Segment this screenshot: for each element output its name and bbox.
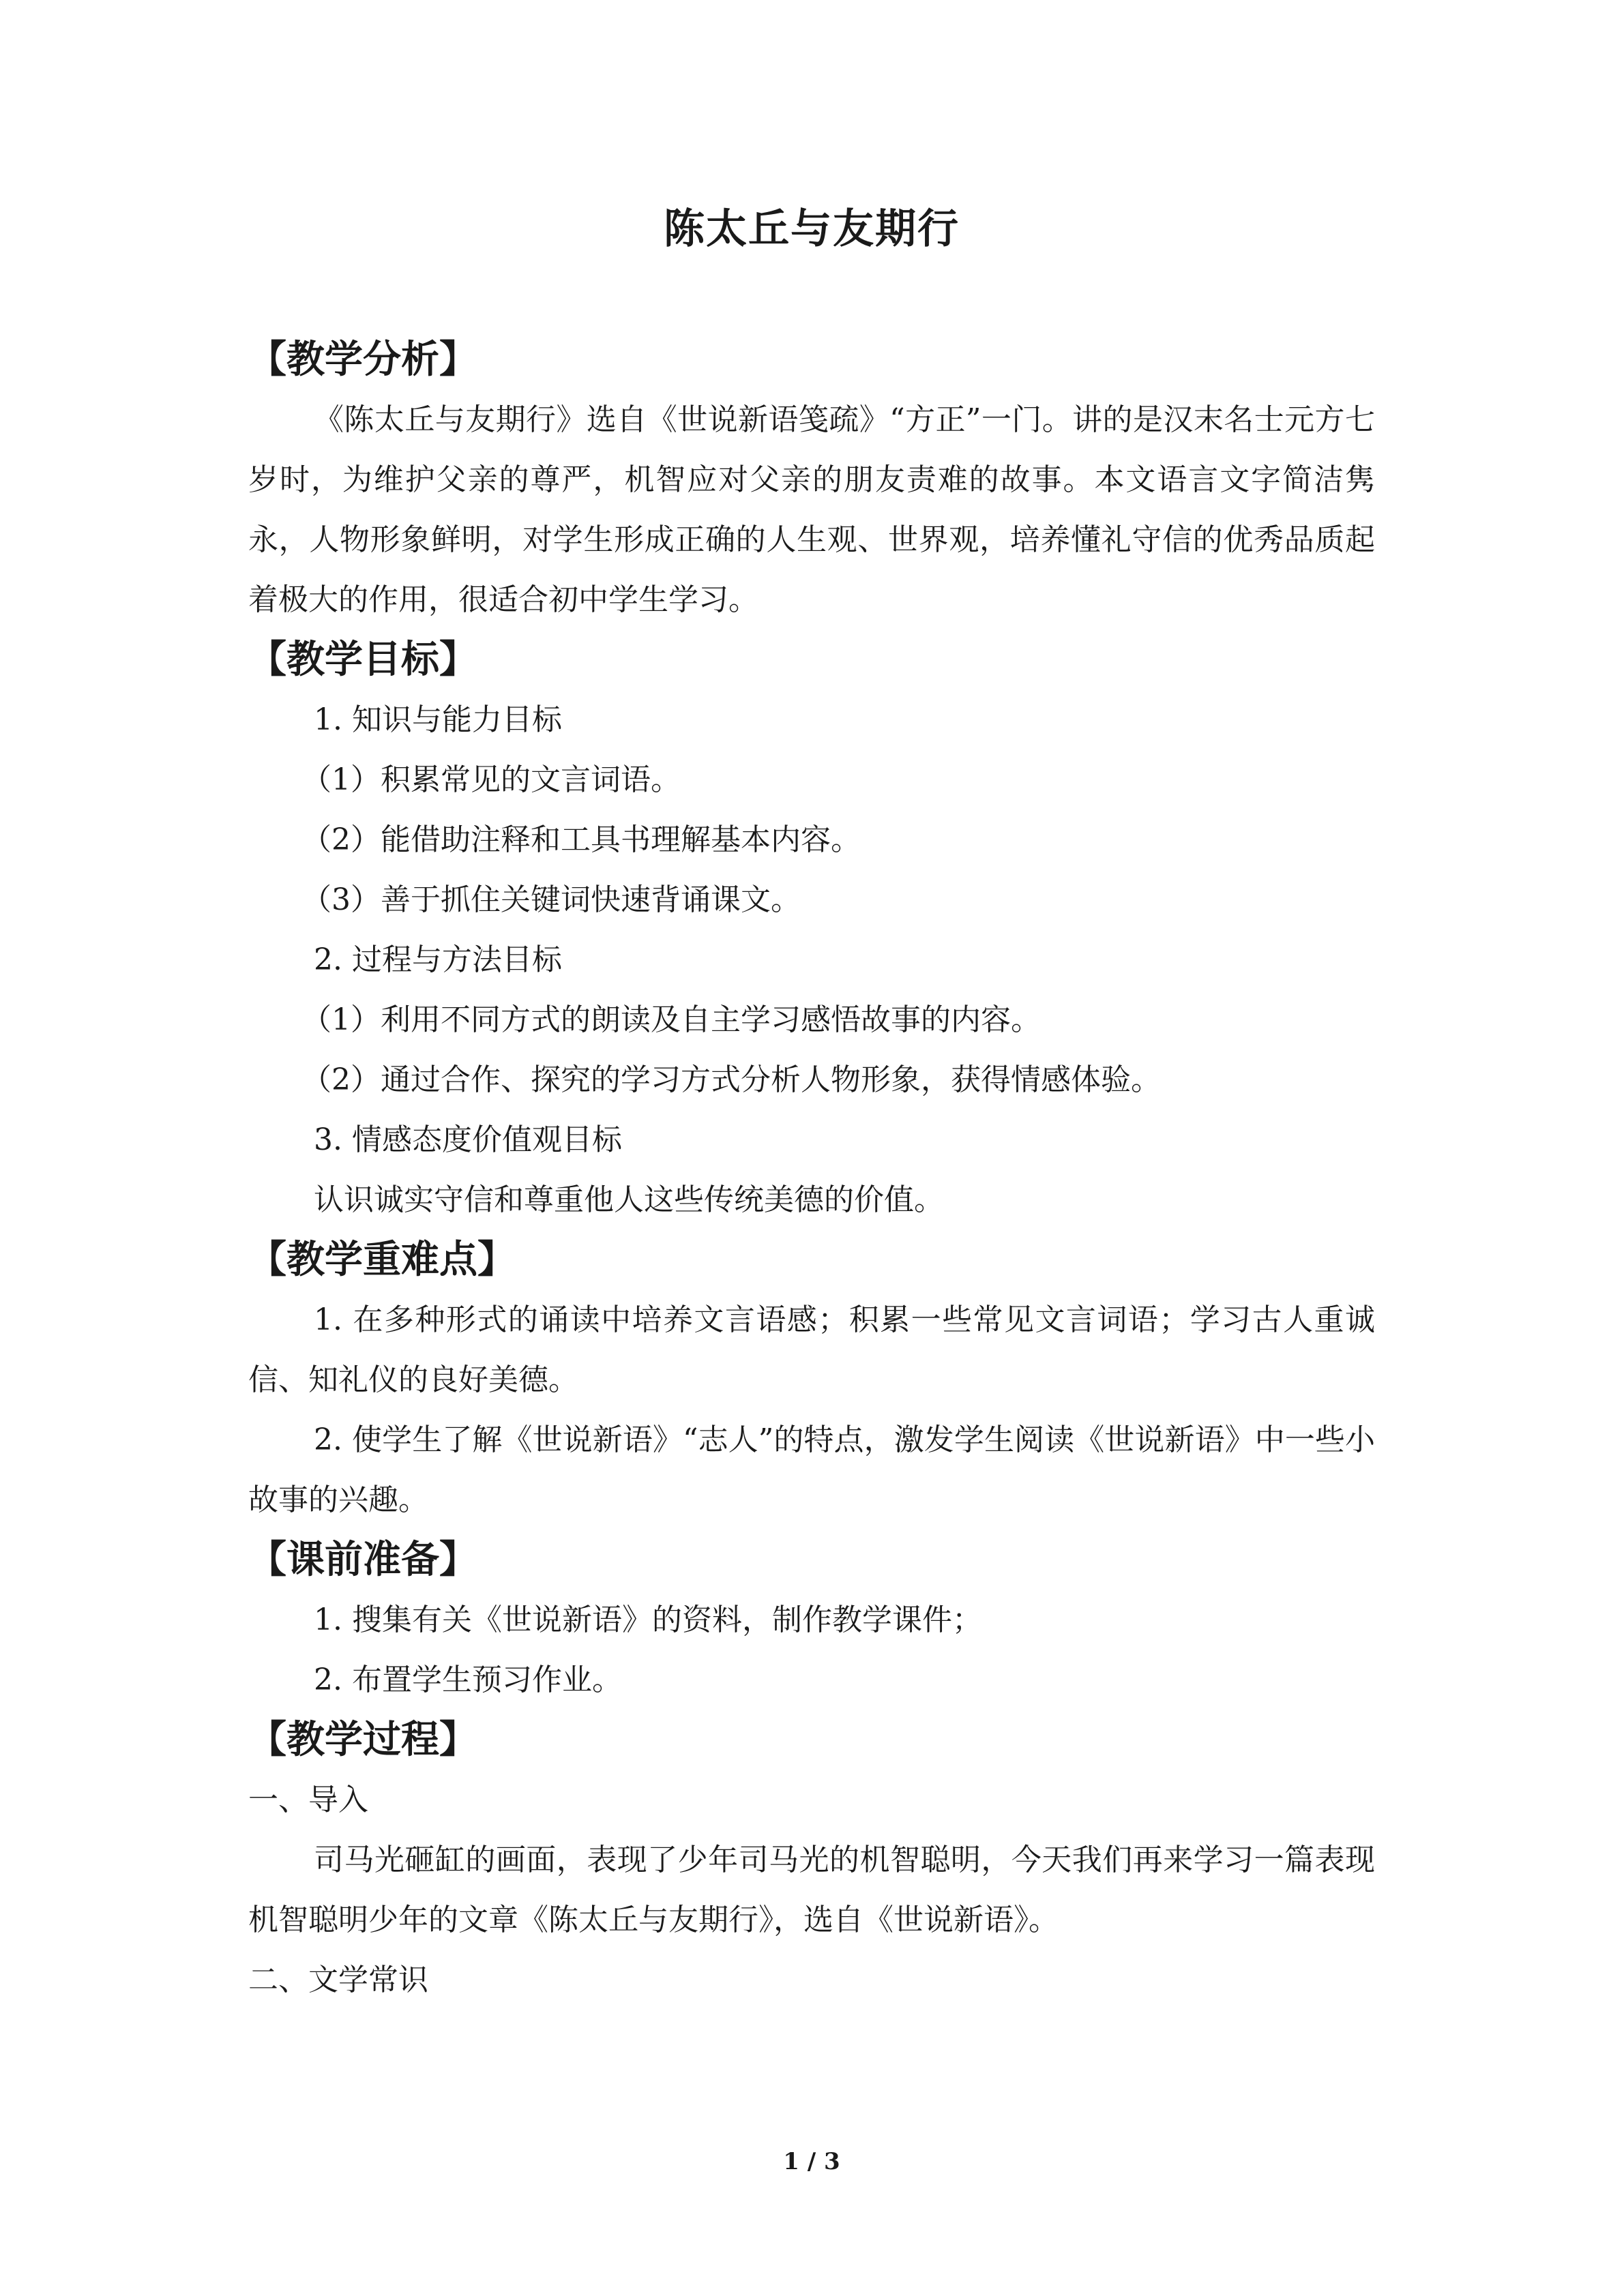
analysis-paragraph: 《陈太丘与友期行》选自《世说新语笺疏》“方正”一门。讲的是汉末名士元方七岁时，为维护父亲的尊严，机智应对父亲的朋友责难的故事。本文语言文字简洁隽永，人物形象鲜明，对学生形成正确的人生观、世界观，培养懂礼守信的优秀品质起着极大的作用，很适合初中学生学习。 xyxy=(248,402,1375,617)
section-heading-process: 【教学过程】 xyxy=(248,1718,477,1762)
process-step-literature: 二、文学常识 xyxy=(248,1963,428,1997)
preparation-item: 1. 搜集有关《世说新语》的资料，制作教学课件； xyxy=(314,1602,982,1637)
goal-knowledge-item: （3）善于抓住关键词快速背诵课文。 xyxy=(301,882,801,917)
goal-process: 2. 过程与方法目标 xyxy=(314,942,562,977)
page-number: 1 / 3 xyxy=(783,2148,840,2175)
key-point-item: 1. 在多种形式的诵读中培养文言语感；积累一些常见文言词语；学习古人重诚信、知礼仪的良好美德。 xyxy=(248,1302,1375,1397)
goal-knowledge-item: （1）积累常见的文言词语。 xyxy=(301,762,681,797)
goal-emotion: 3. 情感态度价值观目标 xyxy=(314,1122,622,1157)
process-step-intro-text: 司马光砸缸的画面，表现了少年司马光的机智聪明，今天我们再来学习一篇表现机智聪明少年的文章《陈太丘与友期行》，选自《世说新语》。 xyxy=(248,1843,1375,1937)
document-body xyxy=(248,330,1375,2010)
preparation-item: 2. 布置学生预习作业。 xyxy=(314,1663,622,1697)
goal-process-item: （1）利用不同方式的朗读及自主学习感悟故事的内容。 xyxy=(301,1002,1041,1037)
section-heading-goals: 【教学目标】 xyxy=(248,638,477,682)
document-title: 陈太丘与友期行 xyxy=(664,205,960,253)
goal-knowledge: 1. 知识与能力目标 xyxy=(314,702,562,737)
section-heading-analysis: 【教学分析】 xyxy=(248,338,477,382)
key-point-item: 2. 使学生了解《世说新语》“志人”的特点，激发学生阅读《世说新语》中一些小故事的兴趣。 xyxy=(248,1422,1375,1517)
goal-process-item: （2）通过合作、探究的学习方式分析人物形象，获得情感体验。 xyxy=(301,1062,1161,1097)
section-heading-key-points: 【教学重难点】 xyxy=(248,1238,516,1282)
section-heading-preparation: 【课前准备】 xyxy=(248,1538,477,1582)
goal-knowledge-item: （2）能借助注释和工具书理解基本内容。 xyxy=(301,822,861,857)
process-step-intro: 一、导入 xyxy=(248,1783,368,1817)
document-page xyxy=(248,0,1375,2296)
goal-emotion-text: 认识诚实守信和尊重他人这些传统美德的价值。 xyxy=(314,1182,944,1217)
